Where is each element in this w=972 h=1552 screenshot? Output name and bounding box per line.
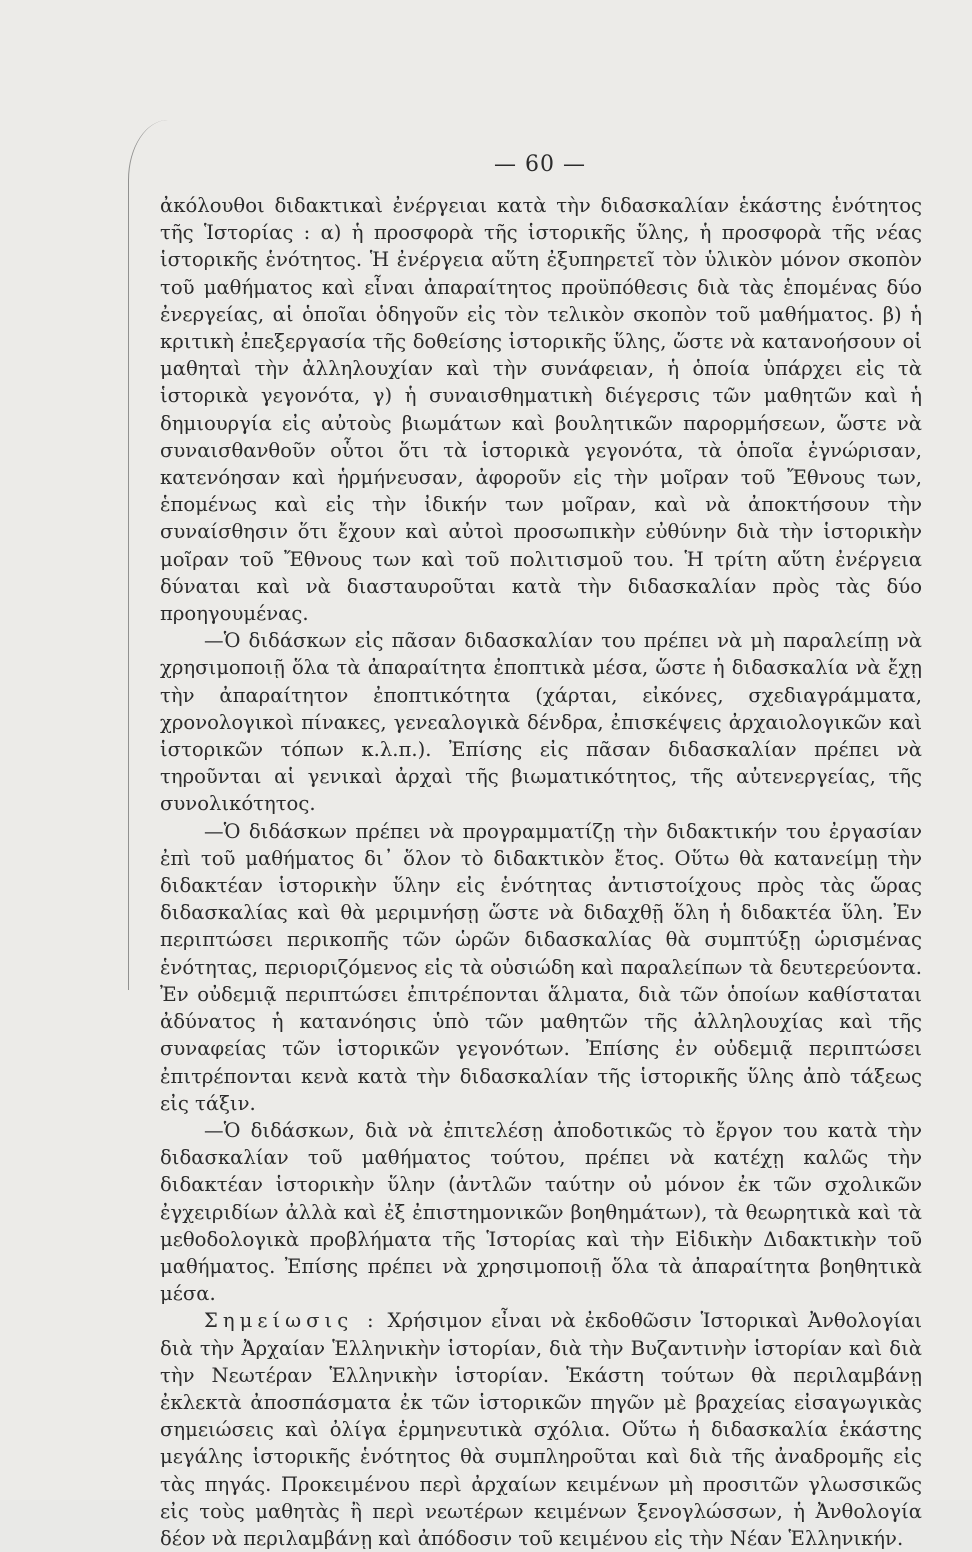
note-label: Σημείωσις : <box>204 1309 379 1333</box>
paragraph-3: —Ὁ διδάσκων πρέπει νὰ προγραμματίζῃ τὴν διδακτικήν του ἐργασίαν ἐπὶ τοῦ μαθήματος δι᾿ ὅλον τὸ διδακτικὸν ἔτος. Οὕτω θὰ κατανείμῃ τὴν διδακτέαν ἱστορικὴν ὕλην εἰς ἑνότητας ἀντιστοίχους πρὸς τὰς ὥρας διδασκαλίας καὶ θὰ μεριμνήσῃ ὥστε νὰ διδαχθῇ ὅλη ἡ διδακτέα ὕλη. Ἐν περιπτώσει περικοπῆς τῶν ὡρῶν διδασκαλίας θὰ συμπτύξῃ ὡρισμένας ἑνότητας, περιοριζόμενος εἰς τὰ οὐσιώδη καὶ παραλείπων τὰ δευτερεύοντα. Ἐν οὐδεμιᾷ περιπτώσει ἐπιτρέπονται ἅλματα, διὰ τῶν ὁποίων καθίσταται ἀδύνατος ἡ κατανόησις ὑπὸ τῶν μαθητῶν τῆς ἀλληλουχίας καὶ τῆς συναφείας τῶν ἱστορικῶν γεγονότων. Ἐπίσης ἐν οὐδεμιᾷ περιπτώσει ἐπιτρέπονται κενὰ κατὰ τὴν διδασκαλίαν τῆς ἱστορικῆς ὕλης ἀπὸ τάξεως εἰς τάξιν. <box>160 819 922 1115</box>
note-paragraph <box>160 1307 922 1552</box>
paragraph-1: ἀκόλουθοι διδακτικαὶ ἐνέργειαι κατὰ τὴν διδασκαλίαν ἑκάστης ἑνότητος τῆς Ἱστορίας : α) ἡ προσφορὰ τῆς ἱστορικῆς ὕλης, ἡ προσφορὰ τῆς νέας ἱστορικῆς ἑνότητος. Ἡ ἐνέργεια αὕτη ἐξυπηρετεῖ τὸν ὑλικὸν μόνον σκοπὸν τοῦ μαθήματος καὶ εἶναι ἀπαραίτητος προϋπόθεσις διὰ τὰς ἑπομένας δύο ἐνεργείας, αἱ ὁποῖαι ὁδηγοῦν εἰς τὸν τελικὸν σκοπὸν τοῦ μαθήματος. β) ἡ κριτικὴ ἐπεξεργασία τῆς δοθείσης ἱστορικῆς ὕλης, ὥστε νὰ κατανοήσουν οἱ μαθηταὶ τὴν ἀλληλουχίαν καὶ τὴν συνάφειαν, ἡ ὁποία ὑπάρχει εἰς τὰ ἱστορικὰ γεγονότα, γ) ἡ συναισθηματικὴ διέγερσις τῶν μαθητῶν καὶ ἡ δημιουργία εἰς αὐτοὺς βιωμάτων καὶ βουλητικῶν παρορμήσεων, ὥστε νὰ συναισθανθοῦν οὗτοι ὅτι τὰ ἱστορικὰ γεγονότα, τὰ ὁποῖα ἐγνώρισαν, κατενόησαν καὶ ἡρμήνευσαν, ἀφοροῦν εἰς τὴν μοῖραν τοῦ Ἔθνους των, ἑπομένως καὶ εἰς τὴν ἰδικήν των μοῖραν, καὶ νὰ ἀποκτήσουν τὴν συναίσθησιν ὅτι ἔχουν καὶ αὐτοὶ προσωπικὴν εὐθύνην διὰ τὴν ἱστορικὴν μοῖραν τοῦ Ἔθνους των καὶ τοῦ πολιτισμοῦ του. Ἡ τρίτη αὕτη ἐνέργεια δύναται καὶ νὰ διασταυροῦται κατὰ τὴν διδασκαλίαν πρὸς τὰς δύο προηγουμένας. <box>160 194 922 626</box>
paragraph-4: —Ὁ διδάσκων, διὰ νὰ ἐπιτελέσῃ ἀποδοτικῶς τὸ ἔργον του κατὰ τὴν διδασκαλίαν τοῦ μαθήματος τούτου, πρέπει νὰ κατέχῃ καλῶς τὴν διδακτέαν ἱστορικὴν ὕλην (ἀντλῶν ταύτην οὐ μόνον ἐκ τῶν σχολικῶν ἐγχειριδίων ἀλλὰ καὶ ἐξ ἐπιστημονικῶν βοηθημάτων), τὰ θεωρητικὰ καὶ τὰ μεθοδολογικὰ προβλήματα τῆς Ἱστορίας καὶ τὴν Εἰδικὴν Διδακτικὴν τοῦ μαθήματος. Ἐπίσης πρέπει νὰ χρησιμοποιῇ ὅλα τὰ ἀπαραίτητα βοηθητικὰ μέσα. <box>160 1118 922 1306</box>
paragraph-2: —Ὁ διδάσκων εἰς πᾶσαν διδασκαλίαν του πρέπει νὰ μὴ παραλείπῃ νὰ χρησιμοποιῇ ὅλα τὰ ἀπαραίτητα ἐποπτικὰ μέσα, ὥστε ἡ διδασκαλία νὰ ἔχῃ τὴν ἀπαραίτητον ἐποπτικότητα (χάρται, εἰκόνες, σχεδιαγράμματα, χρονολογικοὶ πίνακες, γενεαλογικὰ δένδρα, ἐπισκέψεις ἀρχαιολογικῶν καὶ ἱστορικῶν τόπων κ.λ.π.). Ἐπίσης εἰς πᾶσαν διδασκαλίαν πρέπει νὰ τηροῦνται αἱ γενικαὶ ἀρχαὶ τῆς βιωματικότητος, τῆς αὐτενεργείας, τῆς συνολικότητος. <box>160 629 922 816</box>
page-number: — 60 — <box>494 152 586 177</box>
body-text <box>160 192 922 1552</box>
note-text: Χρήσιμον εἶναι νὰ ἐκδοθῶσιν Ἱστορικαὶ Ἀνθολογίαι διὰ τὴν Ἀρχαίαν Ἑλληνικὴν ἱστορίαν, διὰ τὴν Βυζαντινὴν ἱστορίαν καὶ διὰ τὴν Νεωτέραν Ἑλληνικὴν ἱστορίαν. Ἑκάστη τούτων θὰ περιλαμβάνῃ ἐκλεκτὰ ἀποσπάσματα ἐκ τῶν ἱστορικῶν πηγῶν μὲ βραχείας εἰσαγωγικὰς σημειώσεις καὶ ὀλίγα ἑρμηνευτικὰ σχόλια. Οὕτω ἡ διδασκαλία ἑκάστης μεγάλης ἱστορικῆς ἑνότητος θὰ συμπληροῦται καὶ διὰ τῆς ἀναδρομῆς εἰς τὰς πηγάς. Προκειμένου περὶ ἀρχαίων κειμένων μὴ προσιτῶν γλωσσικῶς εἰς τοὺς μαθητὰς ἢ περὶ νεωτέρων κειμένων ξενογλώσσων, ἡ Ἀνθολογία δέον νὰ περιλαμβάνῃ καὶ ἀπόδοσιν τοῦ κειμένου εἰς τὴν Νέαν Ἑλληνικήν. <box>160 1309 923 1550</box>
